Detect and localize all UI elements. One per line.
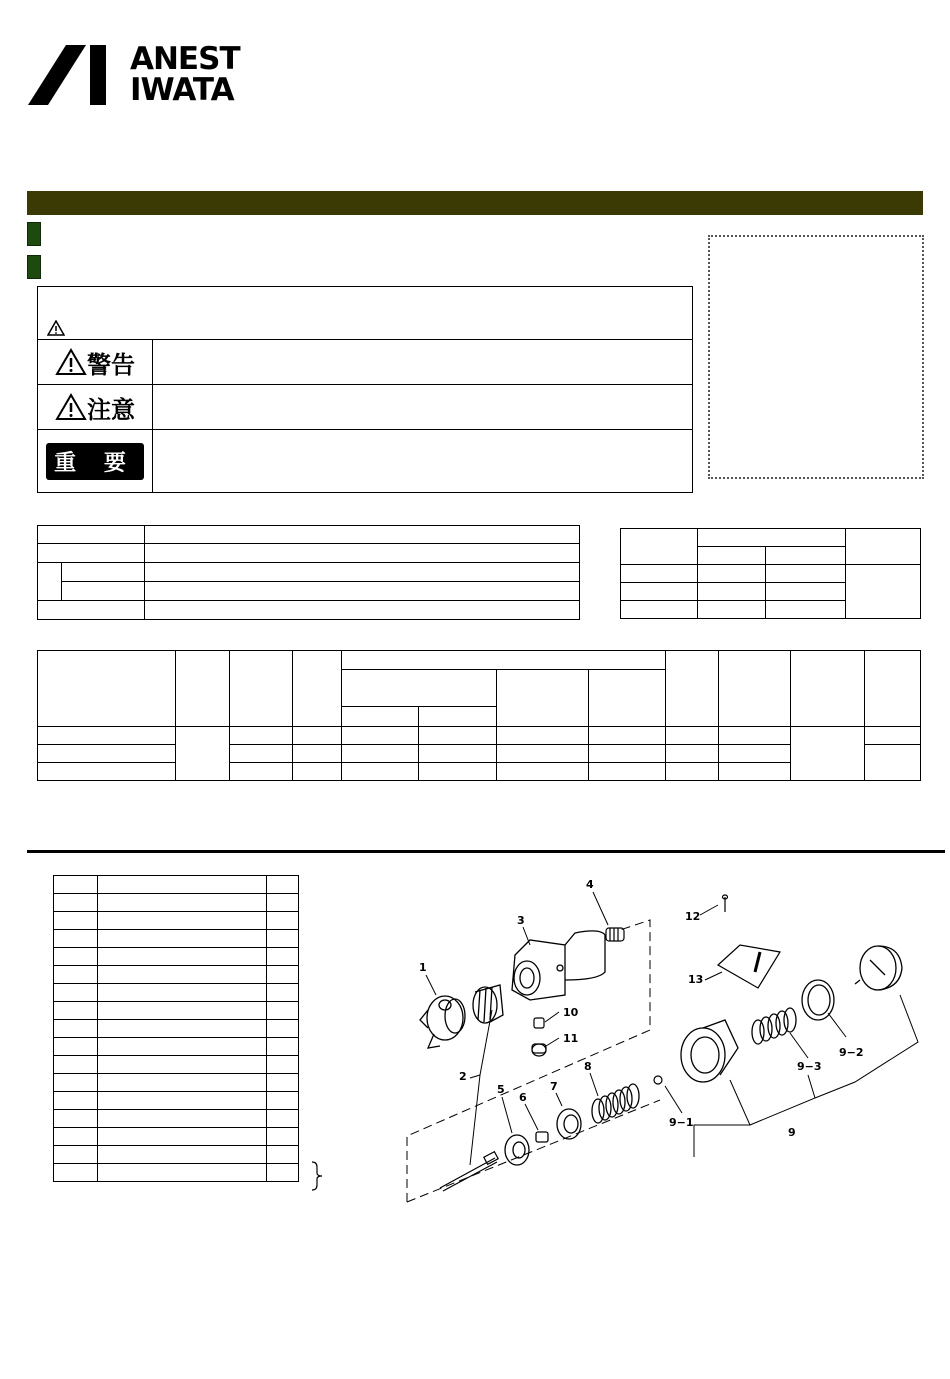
section-divider xyxy=(27,850,945,853)
anest-iwata-logo-icon xyxy=(28,45,118,105)
warning-triangle-icon xyxy=(55,348,87,376)
callout-3: 3 xyxy=(517,914,525,927)
callout-12: 12 xyxy=(685,910,701,923)
callout-1: 1 xyxy=(419,961,427,974)
warning-triangle-icon xyxy=(47,320,65,336)
safety-symbol-legend xyxy=(37,286,693,493)
section-marker-2 xyxy=(27,255,41,279)
bracket-icon xyxy=(311,1161,323,1191)
caution-row xyxy=(38,384,692,429)
callout-11: 11 xyxy=(563,1032,579,1045)
part-10 xyxy=(534,1018,544,1028)
notice-box xyxy=(708,235,924,479)
warning-label xyxy=(38,340,153,384)
callout-4: 4 xyxy=(586,878,594,891)
caution-word: 注意 xyxy=(87,395,135,424)
document-title-bar xyxy=(27,191,923,215)
important-tag: 重 要 xyxy=(46,443,144,480)
warning-row xyxy=(38,339,692,384)
callout-9-3: 9−3 xyxy=(797,1060,822,1073)
callout-10: 10 xyxy=(563,1006,579,1019)
callout-6: 6 xyxy=(519,1091,527,1104)
part-9-3 xyxy=(752,1008,796,1044)
part-6 xyxy=(536,1132,548,1142)
warning-word: 警告 xyxy=(87,350,135,379)
brand-wordmark xyxy=(130,41,240,108)
caution-label xyxy=(38,385,153,429)
callout-9-2: 9−2 xyxy=(839,1046,864,1059)
spec-table xyxy=(37,525,580,620)
part-gun-body xyxy=(512,931,605,1000)
part-nozzle xyxy=(473,985,503,1023)
callout-2: 2 xyxy=(459,1070,467,1083)
parts-list-table xyxy=(53,875,299,1182)
part-11 xyxy=(532,1044,546,1056)
part-fitting xyxy=(606,928,624,941)
important-row xyxy=(38,429,692,492)
brand-line-1: ANEST xyxy=(130,41,240,77)
exploded-parts-diagram xyxy=(400,870,930,1210)
callout-5: 5 xyxy=(497,1083,505,1096)
important-label xyxy=(38,430,153,492)
model-table xyxy=(37,650,921,781)
section-marker-1 xyxy=(27,222,41,246)
part-spring xyxy=(592,1084,639,1123)
callout-9-1: 9−1 xyxy=(669,1116,694,1129)
part-13 xyxy=(718,945,780,988)
callout-7: 7 xyxy=(550,1080,558,1093)
callout-9: 9 xyxy=(788,1126,796,1139)
nozzle-table xyxy=(620,528,921,619)
part-9-1 xyxy=(681,1020,738,1082)
callout-13: 13 xyxy=(688,973,704,986)
warning-triangle-icon xyxy=(55,393,87,421)
part-knob xyxy=(855,946,902,990)
brand-line-2: IWATA xyxy=(130,72,234,108)
part-air-cap xyxy=(420,996,465,1048)
callout-8: 8 xyxy=(584,1060,592,1073)
